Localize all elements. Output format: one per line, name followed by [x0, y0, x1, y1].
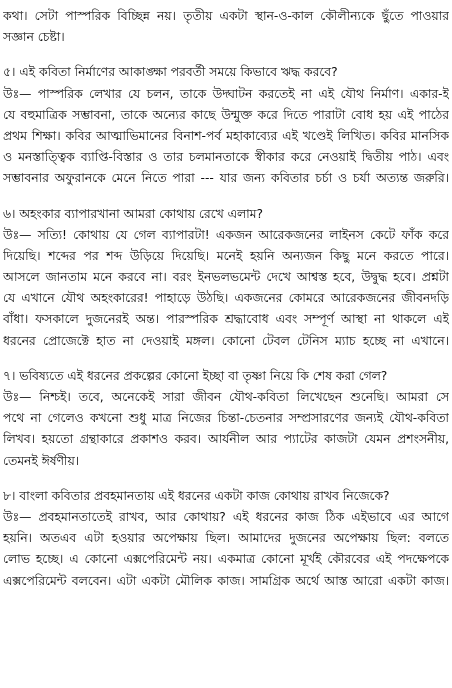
answer-line: যে বহুমাত্রিক সম্ভাবনা, তাকে অন্যের কাছে উন্মুক্ত করে দিতে পারাটা বোধ হয় এই পাঠের: [3, 107, 449, 122]
question-heading: ৮। বাংলা কবিতার প্রবহমানতায় এই ধরনের একটা কাজ কোথায় রাখব নিজেকে?: [3, 488, 390, 503]
paragraph-gap: [3, 190, 449, 204]
qa-section-7: [3, 366, 449, 472]
paragraph-gap: [3, 48, 449, 62]
answer-line: প্রথম শিক্ষা। কবির আত্মাভিমানের বিনাশ-পর্ব মহাকাব্যের এই খণ্ডেই লিখিত। কবির মানসিক: [3, 128, 449, 143]
question-heading: ৭। ভবিষ্যতে এই ধরনের প্রকল্পের কোনো ইচ্ছা বা তৃষ্ণা নিয়ে কি শেষ করা গেল?: [3, 368, 388, 383]
qa-section-8: [3, 486, 449, 592]
answer-line: বাঁধা। ফসকালে দুজনেরই অন্ত। পারস্পরিক শ্রদ্ধাবোধ এবং সম্পূর্ণ আস্থা না থাকলে এই: [3, 312, 449, 327]
answer-line: যে এখানে যৌথ অহংকারের! পাহাড়ে উঠছি। একজনের কোমরে আরেকজনের জীবনদড়ি: [3, 291, 449, 306]
answer-line: লিখব। হয়তো গ্রন্থাকারে প্রকাশও করব। আর্যনীল আর প্যাটের কাজটা যেমন প্রশংসনীয়,: [3, 432, 449, 447]
qa-section-5: [3, 62, 449, 189]
answer-line: আসলে জানতাম মনে করবে না। বরং ইনভলভমেন্ট দেখে আশ্বস্ত হবে, উদ্বুদ্ধ হবে। প্রশ্নটা: [3, 270, 449, 285]
answer-line: ও মনস্তাত্ত্বিক ব্যাপ্তি-বিস্তার ও তার চলমানতাকে স্বীকার করে নেওয়াই দ্বিতীয় পাঠ। এবং: [3, 150, 449, 165]
question-heading: ৫। এই কবিতা নির্মাণের আকাঙ্ক্ষা পরবর্তী সময়ে কিভাবে ঋদ্ধ করবে?: [3, 65, 338, 80]
answer-line: উঃ— পাস্পরিক লেখার যে চলন, তাকে উদ্ঘাটন করতেই না এই যৌথ নির্মাণ। একার-ই: [3, 86, 449, 101]
answer-line: লোভ হচ্ছে। এ কোনো এক্সপেরিমেন্ট নয়। একমাত্র কোনো মূর্খই কৌরবের এই পদক্ষেপকে: [3, 552, 449, 567]
question-heading: ৬। অহংকার ব্যাপারখানা আমরা কোথায় রেখে এলাম?: [3, 206, 264, 221]
text-line: সজ্ঞান চেষ্টা।: [3, 30, 65, 45]
answer-line: দিয়েছি। শব্দের পর শব্দ উড়িয়ে দিয়েছি। মনেই হয়নি অন্যজন কিছু মনে করতে পারে।: [3, 248, 449, 263]
paragraph-gap: [3, 352, 449, 366]
text-line: কথা। সেটা পাস্পরিক বিচ্ছিন্ন নয়। তৃতীয় একটা স্থান-ও-কাল কৌলীন্যকে ছুঁতে পাওয়ার: [3, 9, 449, 23]
answer-line: হয়নি। অতএব এটা হওয়ার অপেক্ষায় ছিল। আমাদের দুজনের অপেক্ষায় ছিল: বলতে: [3, 531, 449, 546]
intro-paragraph: [3, 6, 449, 48]
answer-line: উঃ— প্রবহমানতাতেই রাখব, আর কোথায়? এই ধরনের কাজ ঠিক এইভাবে এর আগে: [3, 509, 449, 524]
answer-line: সম্ভাবনার অফুরানকে মেনে নিতে পারা --- যার জন্য কবিতার চর্চা ও চর্যা অত্যন্ত জরুরি।: [3, 171, 449, 186]
answer-line: উঃ— নিশ্চই। তবে, অনেকেই সারা জীবন যৌথ-কবিতা লিখেছেন শুনেছি। আমরা সে: [3, 390, 449, 404]
answer-line: উঃ— সত্যি! কোথায় যে গেল ব্যাপারটা! একজন আরেকজনের লাইনস কেটে ফাঁক করে: [3, 227, 449, 242]
answer-line: পথে না গেলেও কখনো শুধু মাত্র নিজের চিন্তা-চেতনার সম্প্রসারণের জন্যই যৌথ-কবিতা: [3, 411, 449, 426]
qa-section-6: [3, 204, 449, 352]
answer-line: এক্সপেরিমেন্ট বলবেন। এটা একটা মৌলিক কাজ। সামগ্রিক অর্থে আস্ত আরো একটা কাজ।: [3, 573, 449, 588]
answer-line: ধরনের প্রোজেক্টে হাত না দেওয়াই মঙ্গল। কোনো টেবল টেনিস ম্যাচ হচ্ছে না এখানে।: [3, 333, 449, 348]
paragraph-gap: [3, 472, 449, 486]
answer-line: তেমনই ঈর্ষণীয়।: [3, 453, 80, 468]
